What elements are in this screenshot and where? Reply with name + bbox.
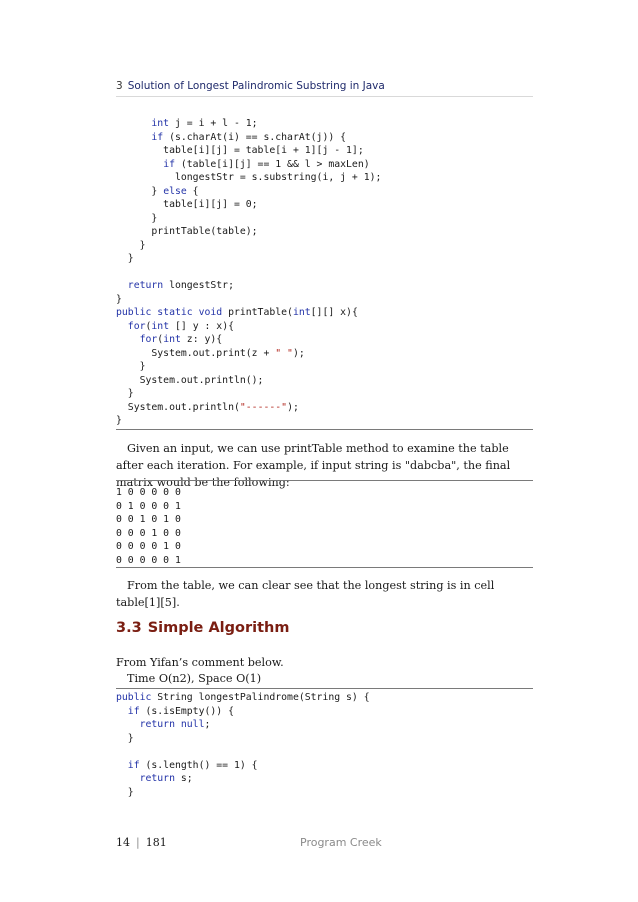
code-line [116,773,193,784]
code-text: System.out.println(); [116,374,264,386]
code-text: ( [145,320,152,332]
code-string: " " [275,347,293,359]
code-keyword: return [127,280,164,291]
code-text [116,280,128,291]
code-line [116,118,258,129]
code-line [116,706,234,717]
code-text: System.out.print(z + [116,347,276,359]
code-line [116,240,146,251]
code-keyword: else [163,185,187,197]
section-heading [116,620,289,636]
code-line [116,307,358,318]
chapter-title: Solution of Longest Palindromic Substring in Java [127,80,385,92]
code-text: ( [157,334,164,345]
page-number: 14 [116,836,130,849]
code-line [116,321,234,332]
code-keyword: int [151,118,170,129]
code-keyword: int [151,320,170,332]
code-keyword: return null [139,719,205,730]
code-line [116,253,134,264]
code-line [116,334,222,345]
code-line [116,172,381,183]
code-block-print-table [116,117,381,428]
code-line [116,361,146,372]
code-text [116,334,140,345]
code-text: printTable( [222,307,293,318]
code-text: [] y : x){ [169,320,234,332]
matrix-row: 1 0 0 0 0 0 [116,487,181,498]
code-line [116,213,157,224]
code-keyword: if [127,759,140,771]
code-keyword: for [139,334,158,345]
code-text [116,321,128,332]
code-line [116,402,299,413]
matrix-bottom-rule [116,567,533,568]
matrix-row: 0 0 0 0 0 1 [116,554,181,566]
code-text: { [186,185,199,197]
code-text: table[i][j] = 0; [116,199,258,210]
code-line [116,294,122,305]
code-text: } [116,388,134,399]
code-keyword: if [151,131,164,143]
code-line [116,375,263,386]
code-keyword: public static void [116,307,223,318]
code-text: z: y){ [180,334,223,345]
code-line [116,760,258,771]
code-keyword: int [163,334,181,345]
code-text [116,118,151,129]
matrix-row: 0 0 1 0 1 0 [116,514,181,525]
code-text: } [116,415,122,426]
code-text: (s.isEmpty()) { [139,705,234,717]
code-text [116,132,151,143]
matrix-top-rule [116,480,533,481]
code-text: } [116,293,122,305]
code-line [116,132,346,143]
paragraph-table-conclusion: From the table, we can clear see that the longest string is in cell table[1][5]. [116,579,495,609]
code-text: ; [204,719,211,730]
code-line [116,733,134,744]
code-text: } [116,253,134,264]
code-line [116,415,122,426]
page-total: 181 [145,836,167,849]
page-footer-numbers [116,836,167,849]
code-line [116,348,305,359]
code-keyword: public [116,692,152,703]
code-text: } [116,361,146,372]
code-text: printTable(table); [116,226,258,237]
code-line [116,280,234,291]
code-text [116,719,140,730]
code-text: (s.length() == 1) { [139,759,258,771]
code-text [116,159,163,170]
code-line [116,145,364,156]
code-line [116,186,199,197]
code-text: } [116,212,158,224]
code-block-bottom-rule [116,429,533,430]
paragraph-complexity: Time O(n2), Space O(1) [127,672,262,685]
code-text: } [116,239,146,251]
code-keyword: int [292,307,311,318]
code-line [116,787,134,798]
code-line [116,388,134,399]
code-text: s; [174,773,193,784]
code-line [116,692,370,703]
footer-separator: | [136,836,140,849]
matrix-row: 0 0 0 0 1 0 [116,541,181,552]
code-text: ); [292,347,305,359]
code-keyword: return [139,773,175,784]
code-text: longestStr; [163,280,234,291]
running-header [116,80,533,97]
matrix-output [116,486,181,567]
code-text: System.out.println( [116,401,240,413]
code-text: ); [287,401,299,413]
code-keyword: for [127,320,146,332]
section-number: 3.3 [116,620,142,636]
code-block-2-top-rule [116,688,533,689]
code-text: } [116,786,134,798]
matrix-row: 0 0 0 1 0 0 [116,527,181,539]
code-text: (table[i][j] == 1 && l > maxLen) [174,158,370,170]
paragraph-attribution: From Yifan’s comment below. [116,656,284,669]
code-text: } [116,185,164,197]
paragraph-print-table-explanation: Given an input, we can use printTable method to examine the table after each iteration. For example, if input string is "dabcba", the final matrix would be the following: [116,442,511,489]
code-keyword: if [127,705,140,717]
footer-publisher: Program Creek [300,836,382,849]
code-keyword: if [163,158,175,170]
code-text: longestStr = s.substring(i, j + 1); [116,172,382,183]
code-line [116,719,210,730]
code-text: (s.charAt(i) == s.charAt(j)) { [163,131,347,143]
code-text [116,760,128,771]
code-block-longest-palindrome [116,691,370,799]
matrix-row: 0 1 0 0 0 1 [116,500,181,512]
code-text [116,706,128,717]
chapter-number: 3 [116,80,123,92]
code-text: String longestPalindrome(String s) { [151,692,370,703]
code-text: j = i + l - 1; [169,118,258,129]
code-text: table[i][j] = table[i + 1][j - 1]; [116,145,364,156]
code-line [116,159,370,170]
code-text [116,773,140,784]
section-title: Simple Algorithm [147,620,290,636]
code-text: [][] x){ [310,307,358,318]
code-line [116,199,258,210]
code-text: } [116,732,134,744]
code-line [116,226,258,237]
code-string: "------" [239,401,288,413]
